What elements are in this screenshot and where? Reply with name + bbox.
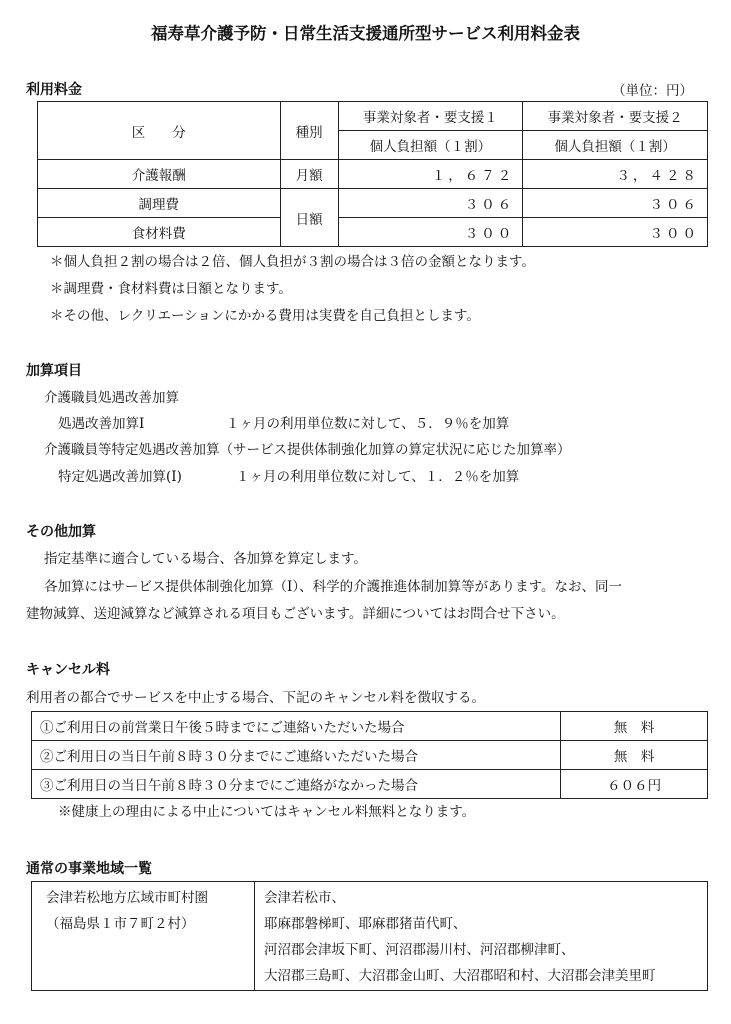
cancel-table <box>31 711 708 799</box>
row-value-2: ３００ <box>523 218 708 247</box>
page-title: 福寿草介護予防・日常生活支援通所型サービス利用料金表 <box>151 24 580 43</box>
cancel-note: ※健康上の理由による中止についてはキャンセル料無料となります。 <box>58 804 476 820</box>
area-municipality-line: 河沼郡会津坂下町、河沼郡湯川村、河沼郡柳津町、 <box>264 942 575 958</box>
table-row <box>38 160 708 189</box>
area-municipality-line: 大沼郡三島町、大沼郡金山町、大沼郡昭和村、大沼郡会津美里町 <box>264 968 656 984</box>
col2-header: 事業対象者・要支援２ <box>523 102 708 131</box>
addition-item-name: 処遇改善加算Ⅰ <box>58 416 145 432</box>
cancel-condition: ②ご利用日の当日午前８時３０分までにご連絡いただいた場合 <box>32 741 561 770</box>
col1-header: 事業対象者・要支援１ <box>338 102 523 131</box>
row-type: 月額 <box>280 160 338 189</box>
cancel-heading: キャンセル料 <box>26 662 110 678</box>
table-row <box>32 712 708 741</box>
cancel-fee: ６０６円 <box>561 770 708 799</box>
area-box <box>31 881 708 991</box>
other-heading: その他加算 <box>26 524 96 540</box>
table-row <box>38 189 708 218</box>
addition-item-desc: １ヶ月の利用単位数に対して、１．２％を加算 <box>236 469 520 485</box>
row-type: 日額 <box>280 189 338 247</box>
area-municipality-line: 会津若松市、 <box>264 890 345 906</box>
addition-line: 介護職員等特定処遇改善加算（サービス提供体制強化加算の算定状況に応じた加算率） <box>44 442 571 458</box>
unit-label: （単位：円） <box>612 83 693 99</box>
table-row <box>32 770 708 799</box>
row-value-2: ３０６ <box>523 189 708 218</box>
row-label: 調理費 <box>38 189 281 218</box>
cancel-condition: ①ご利用日の前営業日午後５時までにご連絡いただいた場合 <box>32 712 561 741</box>
area-divider <box>254 882 255 990</box>
area-region-count: （福島県１市７町２村） <box>46 916 195 932</box>
other-line: 各加算にはサービス提供体制強化加算（Ⅰ）、科学的介護推進体制加算等があります。なお、同一 <box>44 579 623 595</box>
kubun-header: 区 分 <box>38 102 281 160</box>
col1-subheader: 個人負担額（１割） <box>338 131 523 160</box>
area-heading: 通常の事業地域一覧 <box>26 861 152 877</box>
fee-note: ＊調理費・食材料費は日額となります。 <box>50 281 292 297</box>
area-region: 会津若松地方広域市町村圏 <box>46 890 208 906</box>
cancel-intro: 利用者の都合でサービスを中止する場合、下記のキャンセル料を徴収する。 <box>26 690 485 706</box>
fees-table <box>37 101 708 247</box>
table-row <box>32 741 708 770</box>
cancel-fee: 無 料 <box>561 712 708 741</box>
row-value-1: ３０６ <box>338 189 523 218</box>
cancel-fee: 無 料 <box>561 741 708 770</box>
area-municipality-line: 耶麻郡磐梯町、耶麻郡猪苗代町、 <box>264 916 467 932</box>
addition-item-name: 特定処遇改善加算(Ⅰ) <box>58 469 182 485</box>
shubetsu-header: 種別 <box>280 102 338 160</box>
fee-note: ＊個人負担２割の場合は２倍、個人負担が３割の場合は３倍の金額となります。 <box>50 254 535 270</box>
row-label: 介護報酬 <box>38 160 281 189</box>
addition-item-desc: １ヶ月の利用単位数に対して、５．９％を加算 <box>226 416 510 432</box>
addition-line: 介護職員処遇改善加算 <box>44 390 179 406</box>
cancel-condition: ③ご利用日の当日午前８時３０分までにご連絡がなかった場合 <box>32 770 561 799</box>
other-line: 建物減算、送迎減算など減算される項目もございます。詳細についてはお問合せ下さい。 <box>26 606 565 622</box>
col2-subheader: 個人負担額（１割） <box>523 131 708 160</box>
row-value-2: ３，４２８ <box>523 160 708 189</box>
addition-heading: 加算項目 <box>26 363 82 379</box>
other-line: 指定基準に適合している場合、各加算を算定します。 <box>44 551 367 567</box>
row-label: 食材料費 <box>38 218 281 247</box>
row-value-1: ３００ <box>338 218 523 247</box>
row-value-1: １，６７２ <box>338 160 523 189</box>
table-row <box>38 218 708 247</box>
fee-note: ＊その他、レクリエーションにかかる費用は実費を自己負担とします。 <box>50 308 480 324</box>
fees-heading: 利用料金 <box>26 82 82 98</box>
